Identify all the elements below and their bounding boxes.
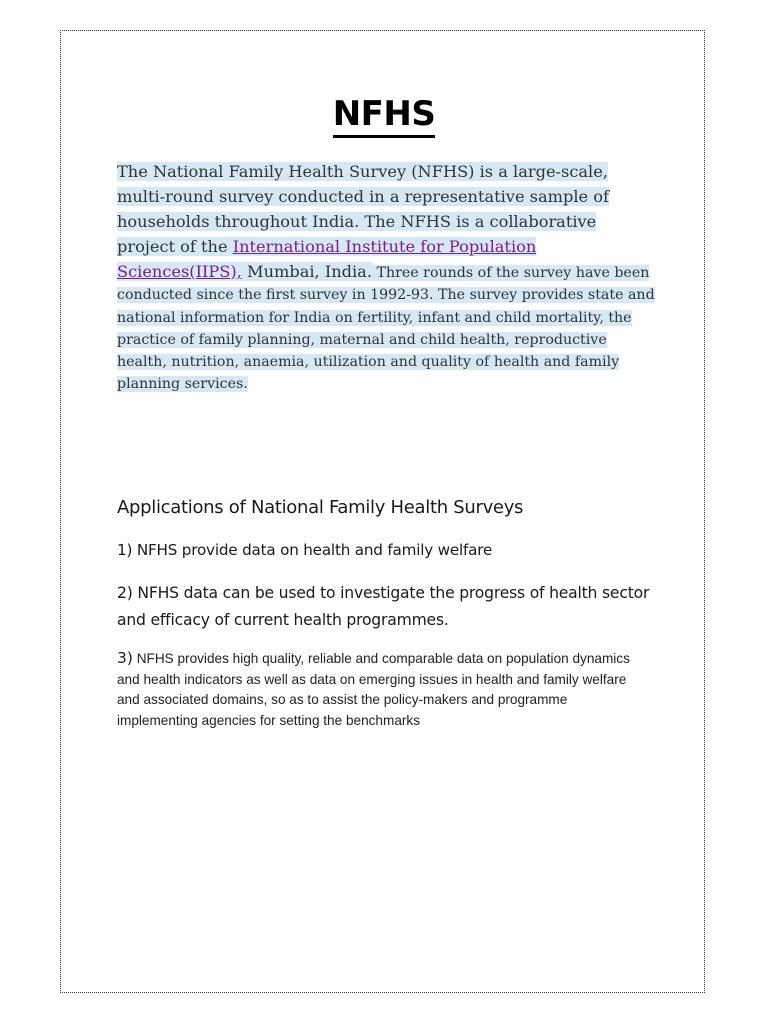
- applications-heading: Applications of National Family Health Surveys: [117, 497, 524, 518]
- intro-text-part-3: Three rounds of the survey have been conducted since the first survey in 1992-93. The survey provides state and national information for India on fertility, infant and child mortality, the practice of family planning, maternal and child health, reproductive health, nutrition, anaemia, utilization and quality of health and family planning services.: [117, 265, 655, 393]
- application-item-3-text: NFHS provides high quality, reliable and comparable data on population dynamics and health indicators as well as data on emerging issues in health and family welfare and associated domains, so as to assist the policy-makers and programme implementing agencies for setting the benchmarks: [117, 651, 630, 728]
- application-item-1: 1) NFHS provide data on health and family welfare: [117, 541, 493, 559]
- intro-text-part-2: Mumbai, India.: [241, 262, 372, 281]
- application-item-3: [117, 648, 637, 731]
- application-item-3-number: 3): [117, 649, 133, 667]
- iips-link[interactable]: International Institute for Population Sciences(IIPS),: [117, 237, 537, 281]
- application-item-2: 2) NFHS data can be used to investigate the progress of health sector and efficacy of current health programmes.: [117, 584, 650, 629]
- intro-paragraph: [117, 159, 657, 396]
- intro-text-part-1: The National Family Health Survey (NFHS) is a large-scale, multi-round survey conducted in a representative sample of households throughout India. The NFHS is a collaborative project of the: [117, 162, 609, 256]
- document-title-block: [0, 94, 768, 134]
- document-title: NFHS: [333, 94, 436, 138]
